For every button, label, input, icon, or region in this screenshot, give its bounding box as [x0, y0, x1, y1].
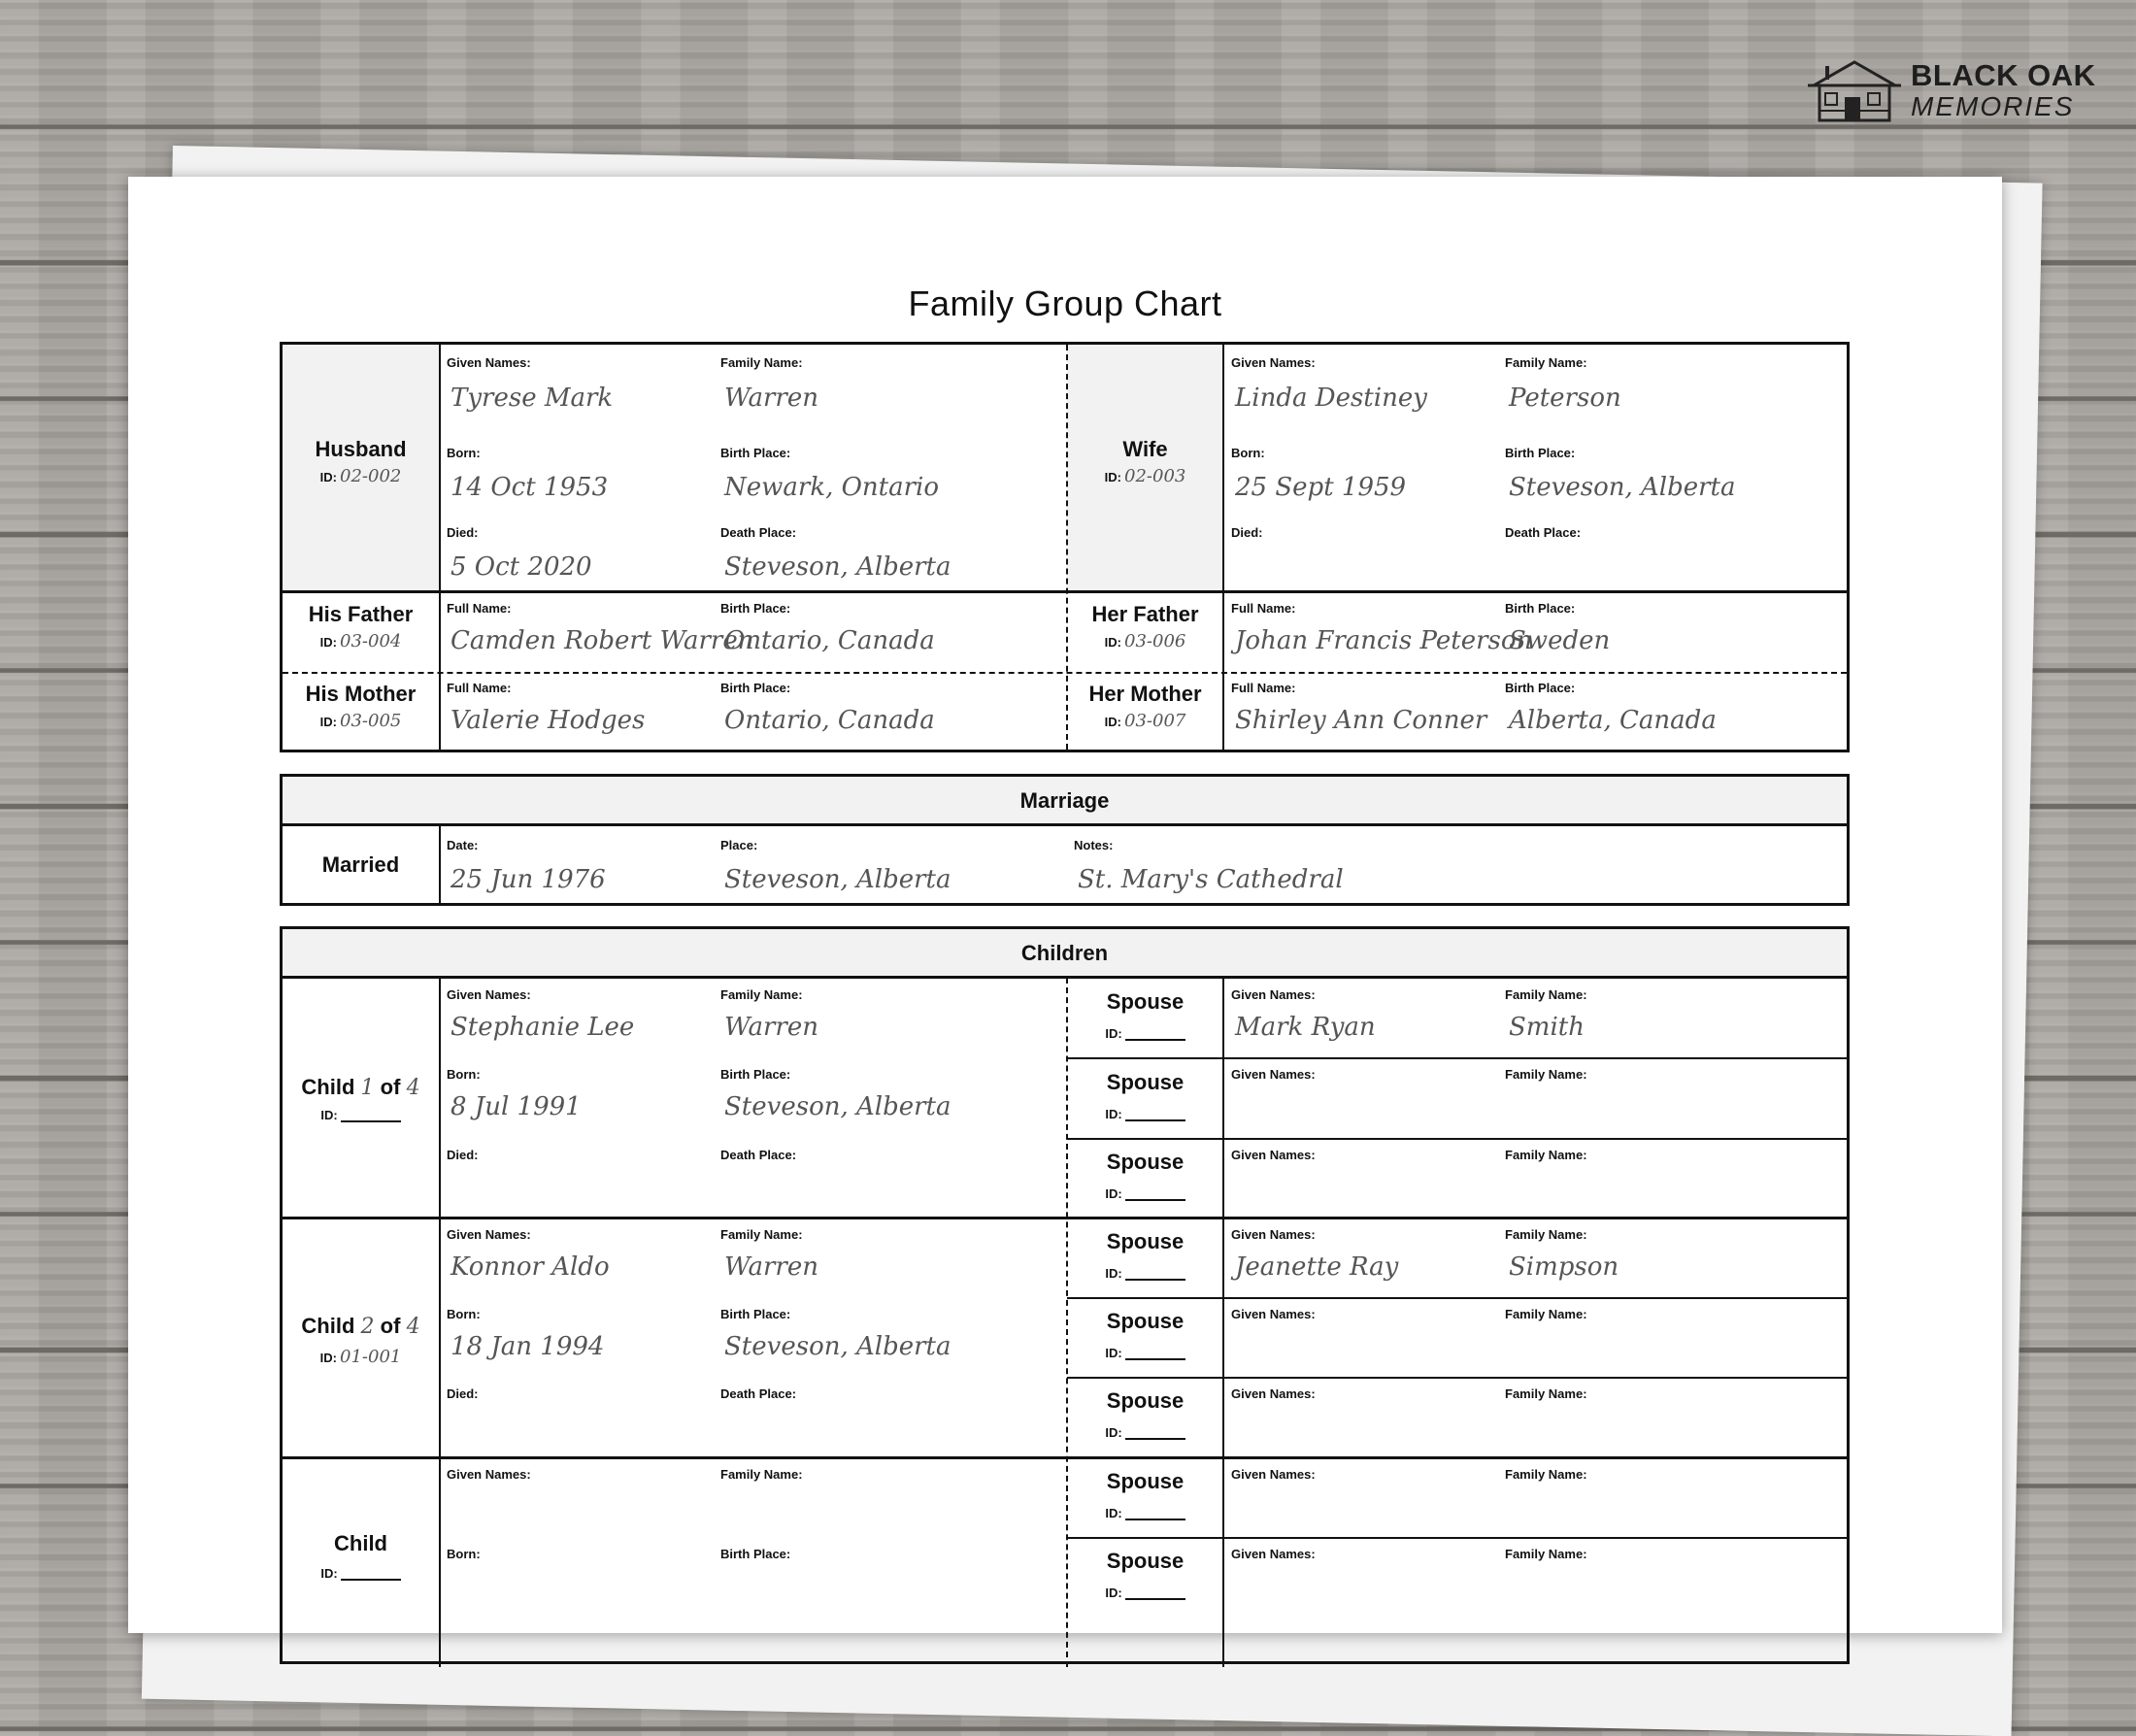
field-label: Family Name: — [1505, 1067, 1587, 1082]
marriage-place: Steveson, Alberta — [724, 865, 951, 894]
field-label: Birth Place: — [720, 446, 791, 460]
her-father-id: 03-006 — [1124, 631, 1186, 651]
field-label: Date: — [447, 838, 479, 852]
her-father-full-name: Johan Francis Peterson — [1235, 626, 1533, 655]
his-mother-label: His Mother ID: 03-005 — [305, 682, 417, 731]
her-mother-full-name: Shirley Ann Conner — [1235, 706, 1487, 735]
husband-born: 14 Oct 1953 — [451, 473, 609, 502]
field-label: Family Name: — [720, 987, 803, 1002]
field-label: Given Names: — [1231, 987, 1316, 1002]
spouse-label: Spouse ID: — [1105, 1549, 1185, 1600]
child-2-given-names: Konnor Aldo — [451, 1252, 610, 1282]
field-label: Given Names: — [447, 1227, 531, 1242]
wife-birth-place: Steveson, Alberta — [1509, 473, 1736, 502]
his-father-id: 03-004 — [340, 631, 402, 651]
her-mother-id: 03-007 — [1124, 711, 1186, 731]
her-father-birth-place: Sweden — [1509, 626, 1611, 655]
field-label: Birth Place: — [1505, 446, 1576, 460]
his-mother-full-name: Valerie Hodges — [451, 706, 646, 735]
field-label: Death Place: — [720, 1386, 797, 1401]
brand-line-1: BLACK OAK — [1911, 58, 2096, 92]
his-father-label: His Father ID: 03-004 — [308, 602, 414, 651]
field-label: Death Place: — [720, 525, 797, 540]
field-label: Born: — [447, 1547, 481, 1561]
marriage-section — [280, 774, 1850, 906]
field-label: Death Place: — [1505, 525, 1582, 540]
field-label: Born: — [447, 1307, 481, 1321]
wife-family-name: Peterson — [1509, 384, 1621, 413]
field-label: Born: — [447, 446, 481, 460]
his-mother-birth-place: Ontario, Canada — [724, 706, 935, 735]
husband-birth-place: Newark, Ontario — [724, 473, 940, 502]
spouse-label: Spouse ID: — [1105, 989, 1185, 1041]
child-2-spouse-given-names: Jeanette Ray — [1235, 1252, 1399, 1282]
field-label: Family Name: — [1505, 1307, 1587, 1321]
child-1-birth-place: Steveson, Alberta — [724, 1092, 951, 1121]
field-label: Given Names: — [1231, 1148, 1316, 1162]
parents-section — [280, 342, 1850, 752]
field-label: Given Names: — [1231, 1467, 1316, 1482]
husband-label: Husband ID: 02-002 — [315, 437, 407, 486]
brand-logo — [1806, 56, 2096, 124]
field-label: Died: — [447, 1386, 479, 1401]
field-label: Birth Place: — [1505, 681, 1576, 695]
husband-given-names: Tyrese Mark — [451, 384, 614, 413]
child-1-spouse-given-names: Mark Ryan — [1235, 1013, 1376, 1042]
child-2-spouse-family-name: Simpson — [1509, 1252, 1619, 1282]
child-1-label: Child 1 of 4 ID: — [301, 1075, 420, 1122]
field-label: Family Name: — [720, 1227, 803, 1242]
field-label: Family Name: — [1505, 1547, 1587, 1561]
field-label: Family Name: — [1505, 1386, 1587, 1401]
brand-line-2: MEMORIES — [1911, 91, 2075, 121]
field-label: Family Name: — [1505, 355, 1587, 370]
field-label: Place: — [720, 838, 758, 852]
spouse-label: Spouse ID: — [1105, 1388, 1185, 1440]
husband-death-place: Steveson, Alberta — [724, 552, 951, 582]
field-label: Full Name: — [447, 681, 512, 695]
field-label: Family Name: — [1505, 987, 1587, 1002]
child-1-born: 8 Jul 1991 — [451, 1092, 582, 1121]
house-icon — [1806, 56, 1903, 124]
child-1-family-name: Warren — [724, 1013, 818, 1042]
field-label: Birth Place: — [720, 681, 791, 695]
wife-id: 02-003 — [1124, 466, 1186, 486]
field-label: Died: — [447, 525, 479, 540]
field-label: Given Names: — [1231, 1547, 1316, 1561]
field-label: Family Name: — [1505, 1227, 1587, 1242]
spouse-label: Spouse ID: — [1105, 1309, 1185, 1360]
field-label: Full Name: — [1231, 601, 1296, 616]
field-label: Given Names: — [1231, 355, 1316, 370]
spouse-label: Spouse ID: — [1105, 1229, 1185, 1281]
spouse-label: Spouse ID: — [1105, 1150, 1185, 1201]
her-mother-label: Her Mother ID: 03-007 — [1088, 682, 1202, 731]
marriage-date: 25 Jun 1976 — [451, 865, 606, 894]
field-label: Birth Place: — [1505, 601, 1576, 616]
field-label: Death Place: — [720, 1148, 797, 1162]
children-heading: Children — [283, 929, 1847, 977]
child-2-family-name: Warren — [724, 1252, 818, 1282]
family-group-sheet — [128, 177, 2002, 1633]
child-2-birth-place: Steveson, Alberta — [724, 1332, 951, 1361]
field-label: Notes: — [1074, 838, 1114, 852]
field-label: Full Name: — [447, 601, 512, 616]
spouse-label: Spouse ID: — [1105, 1070, 1185, 1121]
child-2-born: 18 Jan 1994 — [451, 1332, 605, 1361]
wife-label: Wife ID: 02-003 — [1104, 437, 1186, 486]
his-mother-id: 03-005 — [340, 711, 402, 731]
marriage-notes: St. Mary's Cathedral — [1078, 865, 1344, 894]
wife-given-names: Linda Destiney — [1235, 384, 1427, 413]
field-label: Family Name: — [1505, 1467, 1587, 1482]
field-label: Given Names: — [1231, 1227, 1316, 1242]
child-1-id-blank — [341, 1109, 401, 1122]
page-title: Family Group Chart — [908, 284, 1222, 323]
field-label: Birth Place: — [720, 601, 791, 616]
field-label: Given Names: — [447, 1467, 531, 1482]
child-2-id: 01-001 — [340, 1347, 402, 1367]
field-label: Birth Place: — [720, 1067, 791, 1082]
field-label: Born: — [1231, 446, 1265, 460]
field-label: Died: — [1231, 525, 1263, 540]
field-label: Given Names: — [1231, 1067, 1316, 1082]
field-label: Given Names: — [1231, 1386, 1316, 1401]
field-label: Born: — [447, 1067, 481, 1082]
child-3-label: Child ID: — [283, 1531, 439, 1581]
her-father-label: Her Father ID: 03-006 — [1091, 602, 1199, 651]
field-label: Died: — [447, 1148, 479, 1162]
field-label: Full Name: — [1231, 681, 1296, 695]
field-label: Given Names: — [447, 987, 531, 1002]
wife-born: 25 Sept 1959 — [1235, 473, 1407, 502]
field-label: Family Name: — [720, 355, 803, 370]
spouse-label: Spouse ID: — [1105, 1469, 1185, 1520]
marriage-heading: Marriage — [283, 777, 1847, 824]
his-father-birth-place: Ontario, Canada — [724, 626, 935, 655]
his-father-full-name: Camden Robert Warren — [451, 626, 754, 655]
her-mother-birth-place: Alberta, Canada — [1509, 706, 1717, 735]
field-label: Birth Place: — [720, 1307, 791, 1321]
field-label: Given Names: — [447, 355, 531, 370]
field-label: Family Name: — [1505, 1148, 1587, 1162]
husband-died: 5 Oct 2020 — [451, 552, 592, 582]
children-section — [280, 926, 1850, 1664]
husband-family-name: Warren — [724, 384, 818, 413]
field-label: Family Name: — [720, 1467, 803, 1482]
child-1-spouse-family-name: Smith — [1509, 1013, 1585, 1042]
married-label: Married — [321, 852, 400, 877]
husband-id: 02-002 — [340, 466, 402, 486]
field-label: Birth Place: — [720, 1547, 791, 1561]
field-label: Given Names: — [1231, 1307, 1316, 1321]
child-2-label: Child 2 of 4 ID: 01-001 — [301, 1314, 420, 1367]
child-1-given-names: Stephanie Lee — [451, 1013, 635, 1042]
